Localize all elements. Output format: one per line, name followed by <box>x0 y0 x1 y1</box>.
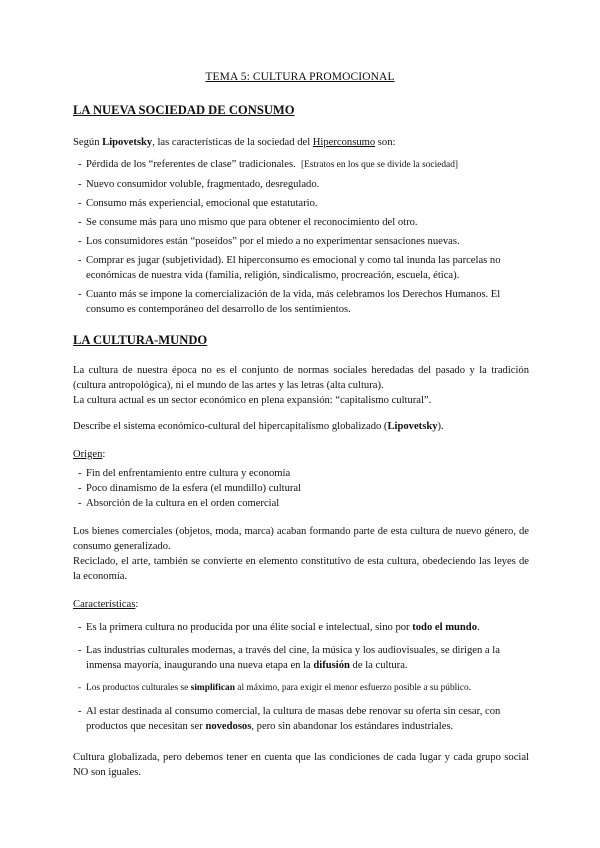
section1-intro <box>73 135 529 150</box>
list-item: - Los productos culturales se simplifican al máximo, para exigir el menor esfuerzo posible a su público. <box>78 683 472 693</box>
list-item: - Al estar destinada al consumo comercial, la cultura de masas debe renovar su oferta sin cesar, con productos que necesitan ser novedosos, pero sin abandonar los estándares industriales. <box>78 706 501 732</box>
origin-label: Origen: <box>73 449 106 460</box>
features-list <box>78 620 530 734</box>
list-item: - Los consumidores están “poseídos” por el miedo a no experimentar sensaciones nuevas. <box>78 236 460 247</box>
paragraph: La cultura de nuestra época no es el conjunto de normas sociales heredadas del pasado y la tradición (cultura antropológica), ni el mundo de las artes y las letras (alta cultura). La cultura actual es un sector económico en plena expansión: “capitalismo cultural”. <box>73 365 529 406</box>
author-name: Lipovetsky <box>102 137 153 148</box>
author-name: Lipovetsky <box>387 421 438 432</box>
intro-text: , las características de la sociedad del <box>152 137 313 148</box>
list-item: - Poco dinamismo de la esfera (el mundillo) cultural <box>78 483 302 494</box>
list-item-note: [Estratos en los que se divide la sociedad] <box>301 160 459 170</box>
intro-text: Según <box>73 137 103 148</box>
paragraph-describe: Describe el sistema económico-cultural del hipercapitalismo globalizado (Lipovetsky). <box>73 421 444 432</box>
section-heading-consumo: LA NUEVA SOCIEDAD DE CONSUMO <box>73 103 295 117</box>
list-item: - Fin del enfrentamiento entre cultura y economía <box>78 468 291 479</box>
list-item: - Comprar es jugar (subjetividad). El hiperconsumo es emocional y como tal inunda las parcelas no económicas de nuestra vida (familia, religión, sindicalismo, procreación, escuela, ética). <box>78 255 501 281</box>
list-item: - Cuanto más se impone la comercialización de la vida, más celebramos los Derechos Humanos. El consumo es contemporáneo del desarrollo de los sentimientos. <box>78 289 501 315</box>
list-item: - Consumo más experiencial, emocional que estatutario. <box>78 198 318 209</box>
origin-list <box>78 466 530 511</box>
list-item: - Nuevo consumidor voluble, fragmentado, desregulado. <box>78 179 320 190</box>
list-item: - Absorción de la cultura en el orden comercial <box>78 498 280 509</box>
list-item: - Se consume más para uno mismo que para obtener el reconocimiento del otro. <box>78 217 418 228</box>
term-hiperconsumo: Hiperconsumo <box>312 137 376 148</box>
list-item: - Pérdida de los “referentes de clase” tradicionales. [Estratos en los que se divide la sociedad] <box>78 159 459 170</box>
list-item: - Es la primera cultura no producida por una élite social e intelectual, sino por todo el mundo. <box>78 622 480 633</box>
paragraph: Los bienes comerciales (objetos, moda, marca) acaban formando parte de esta cultura de nuevo género, de consumo generalizado. Reciclado, el arte, también se convierte en elemento constitutivo de esta cultura, obedeciendo las leyes de la economía. <box>73 526 529 582</box>
features-label: Características: <box>73 599 139 610</box>
document-title: TEMA 5: CULTURA PROMOCIONAL <box>205 71 395 83</box>
section-heading-cultura-mundo: LA CULTURA-MUNDO <box>73 333 208 347</box>
closing-paragraph: Cultura globalizada, pero debemos tener en cuenta que las condiciones de cada lugar y cada grupo social NO son iguales. <box>73 752 529 778</box>
characteristics-list <box>78 157 530 317</box>
intro-text: son: <box>375 137 396 148</box>
list-item: - Las industrias culturales modernas, a través del cine, la música y los audiovisuales, se dirigen a la inmensa mayoría, inaugurando una nueva etapa en la difusión de la cultura. <box>78 645 500 671</box>
